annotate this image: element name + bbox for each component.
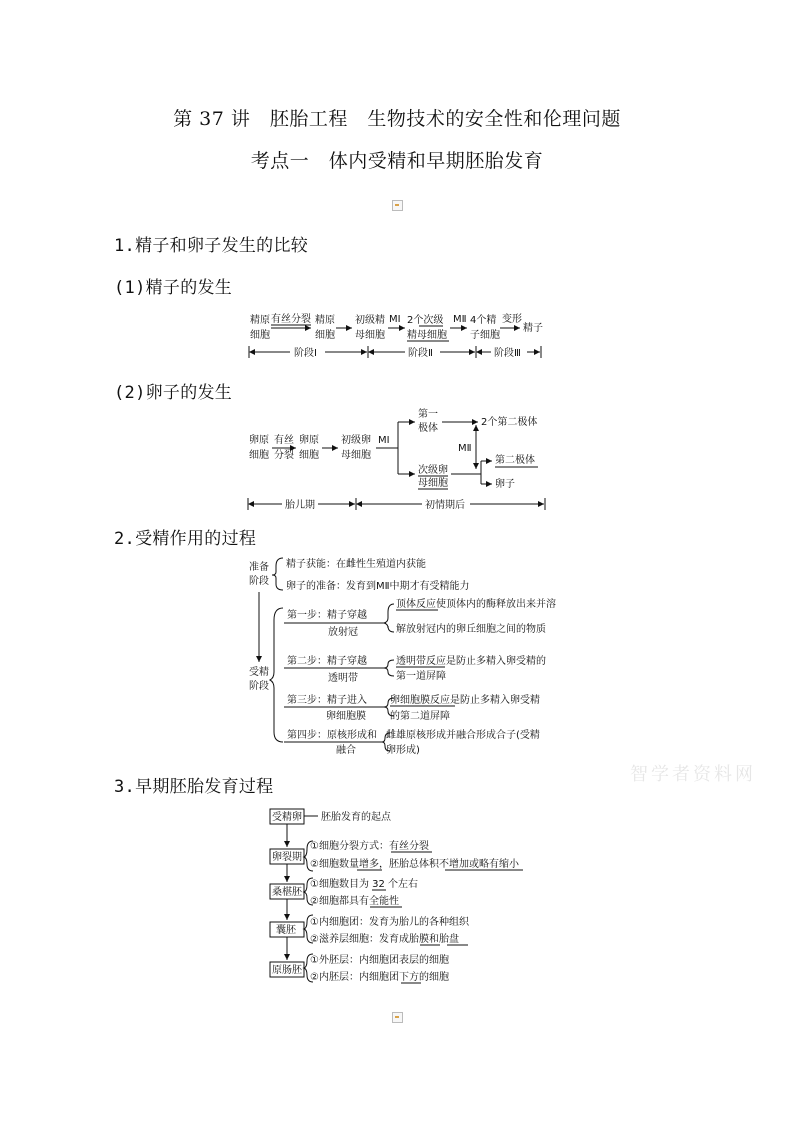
egg-arrow-1-label: 有丝	[274, 435, 294, 446]
fert-step-4-result: 雌雄原核形成并融合形成合子(受精	[386, 730, 540, 741]
egg-ovum: 卵子	[495, 479, 515, 490]
sperm-arrow-5-label: 变形	[502, 314, 522, 325]
section-heading-1: 1.精子和卵子发生的比较	[114, 236, 309, 256]
sperm-node-1: 细胞	[250, 330, 270, 341]
fert-step-3: 第三步：精子进入	[287, 695, 367, 706]
fert-step-1-result: 解放射冠内的卵丘细胞之间的物质	[396, 624, 546, 635]
egg-first-polar-body: 第一	[418, 409, 438, 420]
sperm-node-6: 精子	[523, 323, 543, 334]
section-heading-3: 3.早期胚胎发育过程	[114, 777, 274, 797]
sperm-node-4: 2个次级	[407, 315, 444, 326]
sperm-node-5: 4个精	[470, 315, 497, 326]
egg-node-3: 母细胞	[341, 450, 371, 461]
page-subtitle: 考点一 体内受精和早期胚胎发育	[250, 150, 544, 172]
egg-period-1: 胎儿期	[285, 500, 315, 511]
section-heading-1b: (2)卵子的发生	[114, 383, 233, 403]
fert-stage-label: 受精	[249, 667, 269, 678]
fert-step-2-result: 透明带反应是防止多精入卵受精的	[396, 656, 546, 667]
fert-step-2: 透明带	[328, 673, 358, 684]
fert-step-1: 第一步：精子穿越	[287, 610, 367, 621]
sperm-node-2: 细胞	[315, 330, 335, 341]
morula-label: 桑椹胚	[272, 887, 302, 898]
sperm-node-5: 子细胞	[470, 330, 500, 341]
section-heading-1a: (1)精子的发生	[114, 278, 233, 298]
morula-point-2: ②细胞都具有全能性	[310, 896, 399, 907]
prep-stage-label: 阶段	[249, 576, 269, 587]
egg-diagram	[248, 407, 545, 511]
prep-sperm-capacitation: 精子获能：在雌性生殖道内获能	[286, 559, 426, 570]
egg-m2-label: MⅡ	[458, 443, 472, 454]
egg-node-1: 卵原	[249, 435, 269, 446]
blastocyst-point-1: ①内细胞团：发育为胎儿的各种组织	[310, 917, 469, 928]
sperm-node-3: 母细胞	[355, 330, 385, 341]
fert-step-2-result: 第一道屏障	[396, 671, 446, 682]
egg-node-1: 细胞	[249, 450, 269, 461]
sperm-stage-3: 阶段Ⅲ	[494, 348, 521, 359]
gastrula-point-1: ①外胚层：内细胞团表层的细胞	[310, 955, 449, 966]
page-title: 第 37 讲 胚胎工程 生物技术的安全性和伦理问题	[173, 108, 621, 130]
sperm-arrow-4-label: MⅡ	[453, 314, 467, 325]
zygote-note: 胚胎发育的起点	[321, 812, 391, 823]
egg-node-2: 卵原	[299, 435, 319, 446]
egg-arrow-3-label: MⅠ	[378, 435, 390, 446]
fert-step-3: 卵细胞膜	[326, 711, 366, 722]
egg-second-polar-body: 第二极体	[495, 455, 535, 466]
fert-step-1-result: 顶体反应使顶体内的酶释放出来并溶	[396, 599, 556, 610]
fert-step-4: 第四步：原核形成和	[287, 730, 377, 741]
fertilization-diagram	[249, 557, 556, 756]
sperm-arrow-3-label: MⅠ	[389, 314, 401, 325]
cleavage-point-1: ①细胞分裂方式：有丝分裂	[310, 841, 429, 852]
gastrula-point-2: ②内胚层：内细胞团下方的细胞	[310, 972, 449, 983]
sperm-stage-2: 阶段Ⅱ	[408, 348, 433, 359]
embryo-diagram	[270, 809, 523, 983]
fert-step-3-result: 的第二道屏障	[390, 711, 450, 722]
sperm-arrow-1-label: 有丝分裂	[271, 314, 311, 325]
fert-step-2: 第二步：精子穿越	[287, 656, 367, 667]
egg-secondary-oocyte: 母细胞	[418, 478, 448, 489]
egg-two-second-polar-bodies: 2个第二极体	[481, 417, 538, 428]
gastrula-label: 原肠胚	[272, 965, 302, 976]
prep-stage-label: 准备	[249, 562, 269, 573]
fert-step-3-result: 卵细胞膜反应是防止多精入卵受精	[390, 695, 540, 706]
fert-step-1: 放射冠	[328, 627, 358, 638]
fert-step-4-result: 卵形成)	[386, 745, 420, 756]
zygote-label: 受精卵	[272, 812, 302, 823]
egg-secondary-oocyte: 次级卵	[418, 465, 448, 476]
sperm-diagram	[249, 312, 543, 359]
sperm-stage-1: 阶段Ⅰ	[294, 348, 317, 359]
egg-node-3: 初级卵	[341, 435, 371, 446]
sperm-node-1: 精原	[250, 315, 270, 326]
section-heading-2: 2.受精作用的过程	[114, 529, 257, 549]
sperm-node-2: 精原	[315, 315, 335, 326]
blastocyst-label: 囊胚	[276, 925, 296, 936]
blastocyst-point-2: ②滋养层细胞：发育成胎膜和胎盘	[310, 934, 459, 945]
prep-egg-preparation: 卵子的准备：发育到MⅡ中期才有受精能力	[286, 581, 470, 592]
fert-stage-label: 阶段	[249, 681, 269, 692]
egg-period-2: 初情期后	[425, 500, 465, 511]
cleavage-point-2: ②细胞数量增多，胚胎总体积不增加或略有缩小	[310, 859, 519, 870]
sperm-node-3: 初级精	[355, 315, 385, 326]
sperm-node-4: 精母细胞	[407, 330, 447, 341]
egg-arrow-1-label: 分裂	[274, 450, 294, 461]
egg-first-polar-body: 极体	[418, 423, 438, 434]
morula-point-1: ①细胞数目为 32 个左右	[310, 879, 419, 890]
cleavage-label: 卵裂期	[272, 852, 302, 863]
fert-step-4: 融合	[336, 745, 356, 756]
watermark: 智学者资料网	[630, 764, 756, 785]
egg-node-2: 细胞	[299, 450, 319, 461]
